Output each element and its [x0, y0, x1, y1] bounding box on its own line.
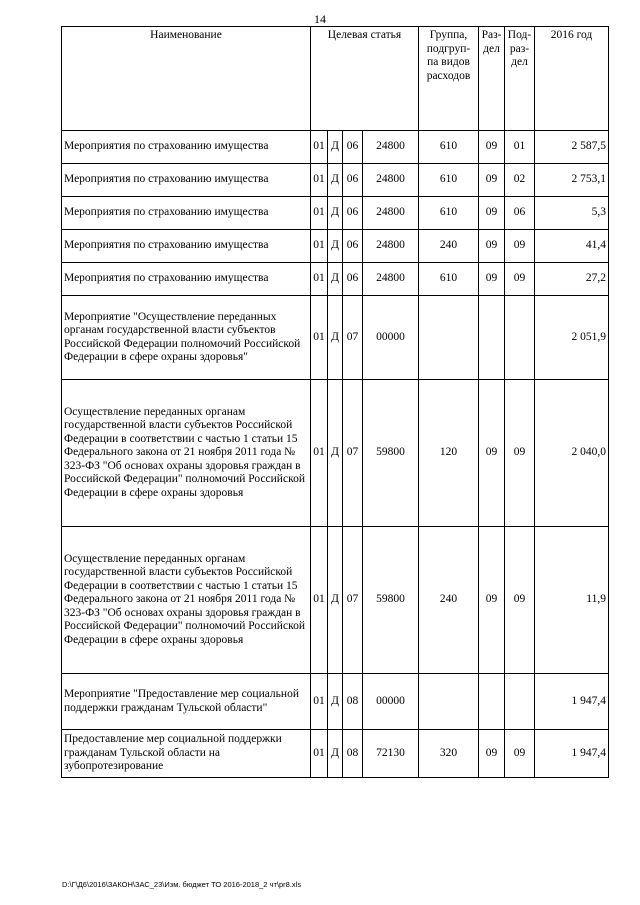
- subsection-code: 09: [505, 380, 535, 527]
- amount-2016: 1 947,4: [535, 674, 609, 730]
- row-name: Мероприятия по страхованию имущества: [62, 164, 311, 197]
- section-code: 09: [479, 263, 505, 296]
- target-code-direction: 24800: [363, 197, 419, 230]
- subsection-code: 06: [505, 197, 535, 230]
- section-code: [479, 674, 505, 730]
- amount-2016: 2 587,5: [535, 131, 609, 164]
- target-code-program: 01: [311, 197, 328, 230]
- target-code-event: 06: [343, 164, 363, 197]
- target-code-program: 01: [311, 730, 328, 778]
- table-row: [62, 380, 609, 527]
- expense-group: 610: [419, 164, 479, 197]
- expense-group: 610: [419, 263, 479, 296]
- target-code-direction: 72130: [363, 730, 419, 778]
- expense-group: 610: [419, 131, 479, 164]
- target-code-direction: 24800: [363, 131, 419, 164]
- row-name: Мероприятия по страхованию имущества: [62, 263, 311, 296]
- target-code-event: 08: [343, 730, 363, 778]
- table-row: [62, 131, 609, 164]
- target-code-program: 01: [311, 296, 328, 380]
- expense-group: [419, 674, 479, 730]
- target-code-program: 01: [311, 131, 328, 164]
- header-year-2016: 2016 год: [535, 27, 609, 131]
- target-code-direction: 00000: [363, 296, 419, 380]
- section-code: [479, 296, 505, 380]
- section-code: 09: [479, 730, 505, 778]
- target-code-direction: 59800: [363, 380, 419, 527]
- target-code-letter: Д: [328, 230, 343, 263]
- target-code-event: 07: [343, 380, 363, 527]
- expense-group: 240: [419, 230, 479, 263]
- target-code-program: 01: [311, 527, 328, 674]
- section-code: 09: [479, 164, 505, 197]
- target-code-letter: Д: [328, 674, 343, 730]
- table-row: [62, 263, 609, 296]
- target-code-direction: 24800: [363, 164, 419, 197]
- amount-2016: 5,3: [535, 197, 609, 230]
- section-code: 09: [479, 197, 505, 230]
- header-subsection: Под- раз- дел: [505, 27, 535, 131]
- target-code-letter: Д: [328, 730, 343, 778]
- section-code: 09: [479, 527, 505, 674]
- target-code-direction: 24800: [363, 230, 419, 263]
- target-code-letter: Д: [328, 380, 343, 527]
- header-expense-group: Группа, подгруп- па видов расходов: [419, 27, 479, 131]
- row-name: Предоставление мер социальной поддержки гражданам Тульской области на зубопротезирование: [62, 730, 311, 778]
- table-row: [62, 197, 609, 230]
- table-row: [62, 527, 609, 674]
- expense-group: 610: [419, 197, 479, 230]
- header-target-article: Целевая статья: [311, 27, 419, 131]
- table-row: [62, 230, 609, 263]
- target-code-direction: 00000: [363, 674, 419, 730]
- target-code-direction: 59800: [363, 527, 419, 674]
- header-section: Раз- дел: [479, 27, 505, 131]
- amount-2016: 2 040,0: [535, 380, 609, 527]
- amount-2016: 27,2: [535, 263, 609, 296]
- target-code-event: 06: [343, 263, 363, 296]
- subsection-code: 09: [505, 730, 535, 778]
- file-path-footer: D:\Г\Д6\2016\ЗАКОН\ЗАС_23\Изм. бюджет ТО 2016-2018_2 чт\pr8.xls: [62, 880, 302, 889]
- row-name: Осуществление переданных органам государственной власти субъектов Российской Федерации в соответствии с частью 1 статьи 15 Федерального закона от 21 ноября 2011 года № 323-ФЗ "Об основах охраны здоровья граждан в Российской Федерации" полномочий Российской Федерации в сфере охраны здоровья: [62, 380, 311, 527]
- table-header-row: [62, 27, 609, 131]
- subsection-code: 09: [505, 230, 535, 263]
- row-name: Мероприятия по страхованию имущества: [62, 197, 311, 230]
- target-code-event: 06: [343, 230, 363, 263]
- amount-2016: 2 753,1: [535, 164, 609, 197]
- row-name: Мероприятие "Предоставление мер социальной поддержки гражданам Тульской области": [62, 674, 311, 730]
- target-code-direction: 24800: [363, 263, 419, 296]
- subsection-code: 09: [505, 527, 535, 674]
- budget-table: [61, 26, 609, 778]
- table-row: [62, 674, 609, 730]
- target-code-event: 08: [343, 674, 363, 730]
- target-code-letter: Д: [328, 164, 343, 197]
- row-name: Мероприятие "Осуществление переданных органам государственной власти субъектов Российской Федерации полномочий Российской Федерации в сфере охраны здоровья": [62, 296, 311, 380]
- target-code-program: 01: [311, 263, 328, 296]
- header-name: Наименование: [62, 27, 311, 131]
- target-code-program: 01: [311, 230, 328, 263]
- subsection-code: [505, 674, 535, 730]
- table-row: [62, 730, 609, 778]
- row-name: Осуществление переданных органам государственной власти субъектов Российской Федерации в соответствии с частью 1 статьи 15 Федерального закона от 21 ноября 2011 года № 323-ФЗ "Об основах охраны здоровья граждан в Российской Федерации" полномочий Российской Федерации в сфере охраны здоровья: [62, 527, 311, 674]
- row-name: Мероприятия по страхованию имущества: [62, 131, 311, 164]
- table-row: [62, 164, 609, 197]
- target-code-event: 06: [343, 131, 363, 164]
- table-row: [62, 296, 609, 380]
- target-code-letter: Д: [328, 131, 343, 164]
- section-code: 09: [479, 380, 505, 527]
- section-code: 09: [479, 230, 505, 263]
- target-code-event: 07: [343, 296, 363, 380]
- section-code: 09: [479, 131, 505, 164]
- row-name: Мероприятия по страхованию имущества: [62, 230, 311, 263]
- subsection-code: 09: [505, 263, 535, 296]
- amount-2016: 1 947,4: [535, 730, 609, 778]
- expense-group: [419, 296, 479, 380]
- subsection-code: [505, 296, 535, 380]
- expense-group: 240: [419, 527, 479, 674]
- target-code-program: 01: [311, 674, 328, 730]
- target-code-letter: Д: [328, 197, 343, 230]
- target-code-program: 01: [311, 164, 328, 197]
- target-code-letter: Д: [328, 263, 343, 296]
- subsection-code: 01: [505, 131, 535, 164]
- subsection-code: 02: [505, 164, 535, 197]
- amount-2016: 41,4: [535, 230, 609, 263]
- target-code-letter: Д: [328, 527, 343, 674]
- amount-2016: 11,9: [535, 527, 609, 674]
- expense-group: 320: [419, 730, 479, 778]
- target-code-event: 07: [343, 527, 363, 674]
- target-code-letter: Д: [328, 296, 343, 380]
- expense-group: 120: [419, 380, 479, 527]
- page-number: 14: [314, 12, 326, 26]
- target-code-program: 01: [311, 380, 328, 527]
- amount-2016: 2 051,9: [535, 296, 609, 380]
- target-code-event: 06: [343, 197, 363, 230]
